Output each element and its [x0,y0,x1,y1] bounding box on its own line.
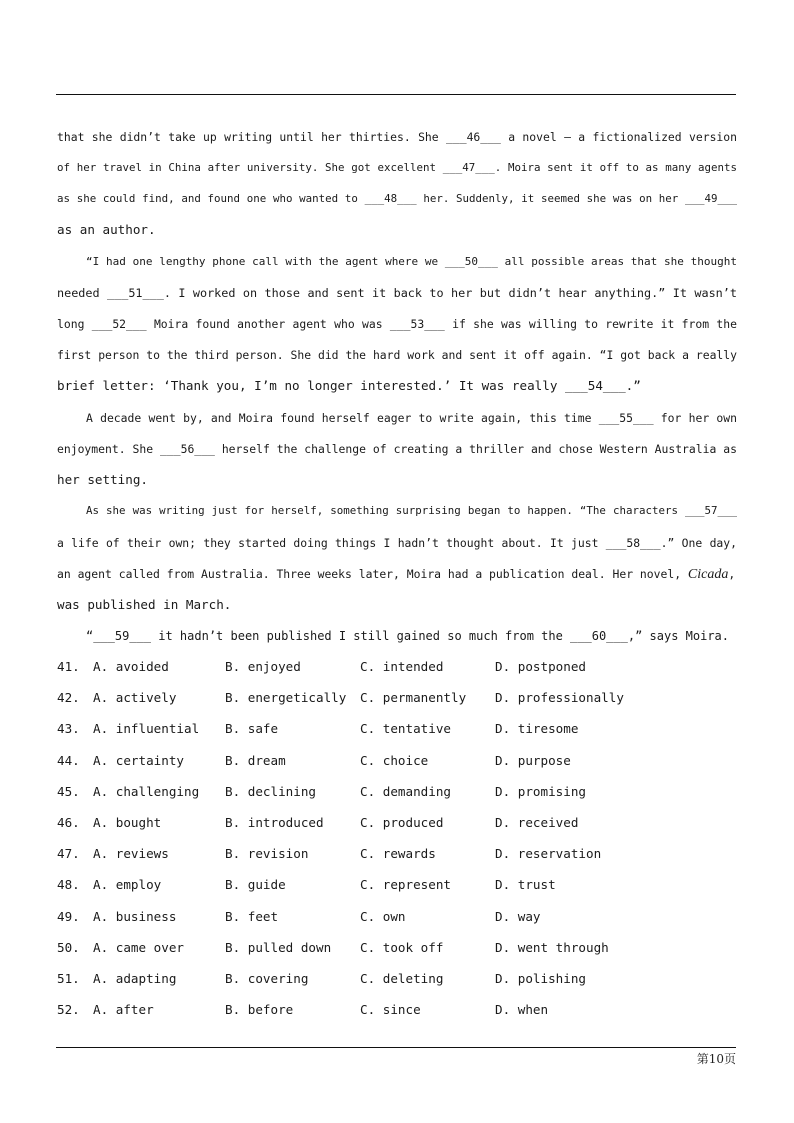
option-c: C. since [360,1002,421,1017]
option-a: A. certainty [93,753,184,768]
option-b: B. energetically [225,690,347,705]
option-b: B. revision [225,846,309,861]
option-a: A. avoided [93,659,169,674]
option-a: A. employ [93,877,162,892]
option-c: C. deleting [360,971,444,986]
option-c: C. rewards [360,846,436,861]
question-number: 51. [57,971,80,986]
option-b: B. enjoyed [225,659,301,674]
option-c: C. represent [360,877,451,892]
question-number: 41. [57,659,80,674]
option-b: B. covering [225,971,309,986]
question-number: 52. [57,1002,80,1017]
question-number: 42. [57,690,80,705]
question-number: 49. [57,909,80,924]
passage-line: that she didn’t take up writing until her thirties. She ___46___ a novel – a fictionalized version [57,130,737,144]
option-a: A. bought [93,815,162,830]
passage-line [57,564,737,585]
option-a: A. actively [93,690,177,705]
novel-title: Cicada [687,567,729,582]
option-b: B. declining [225,784,316,799]
option-c: C. choice [360,753,429,768]
option-d: D. polishing [495,971,586,986]
option-d: D. promising [495,784,586,799]
passage-line: her setting. [57,472,148,487]
option-d: D. received [495,815,579,830]
option-b: B. before [225,1002,294,1017]
passage-line: As she was writing just for herself, something surprising began to happen. “The characters ___57___ [86,504,737,517]
question-row [57,969,737,989]
question-row [57,844,737,864]
option-c: C. took off [360,940,444,955]
option-d: D. went through [495,940,609,955]
question-number: 45. [57,784,80,799]
passage-line-text: an agent called from Australia. Three weeks later, Moira had a publication deal. Her novel, [57,567,682,581]
option-c: C. produced [360,815,444,830]
header-rule [56,94,736,95]
passage-line: of her travel in China after university. She got excellent ___47___. Moira sent it off to as many agents [57,161,737,174]
option-d: D. reservation [495,846,602,861]
footer-rule [56,1047,736,1048]
question-row [57,751,737,771]
option-a: A. adapting [93,971,177,986]
option-c: C. intended [360,659,444,674]
question-row [57,813,737,833]
option-d: D. tiresome [495,721,579,736]
question-number: 43. [57,721,80,736]
option-a: A. after [93,1002,154,1017]
passage-line: long ___52___ Moira found another agent who was ___53___ if she was willing to rewrite it from the [57,317,737,331]
page-number: 第10页 [696,1052,736,1066]
option-b: B. pulled down [225,940,332,955]
passage-line: a life of their own; they started doing things I hadn’t thought about. It just ___58___.” One day, [57,536,737,550]
option-b: B. guide [225,877,286,892]
option-c: C. own [360,909,406,924]
question-row [57,657,737,677]
question-number: 50. [57,940,80,955]
option-a: A. came over [93,940,184,955]
option-c: C. tentative [360,721,451,736]
option-d: D. postponed [495,659,586,674]
question-row [57,938,737,958]
question-number: 44. [57,753,80,768]
option-b: B. safe [225,721,279,736]
option-a: A. reviews [93,846,169,861]
question-number: 46. [57,815,80,830]
question-row [57,688,737,708]
option-c: C. demanding [360,784,451,799]
option-a: A. business [93,909,177,924]
option-b: B. dream [225,753,286,768]
question-row [57,875,737,895]
option-d: D. purpose [495,753,571,768]
passage-line: as she could find, and found one who wanted to ___48___ her. Suddenly, it seemed she was on her ___49___ [57,192,737,205]
passage-line: “I had one lengthy phone call with the agent where we ___50___ all possible areas that she thought [86,255,737,268]
option-b: B. feet [225,909,279,924]
passage-line: “___59___ it hadn’t been published I still gained so much from the ___60___,” says Moira. [86,629,729,643]
option-c: C. permanently [360,690,467,705]
question-row [57,907,737,927]
question-number: 48. [57,877,80,892]
option-a: A. influential [93,721,200,736]
passage-line: enjoyment. She ___56___ herself the challenge of creating a thriller and chose Western Australia as [57,442,737,456]
question-row [57,782,737,802]
option-b: B. introduced [225,815,324,830]
passage-line: A decade went by, and Moira found herself eager to write again, this time ___55___ for her own [86,411,737,425]
passage-line: needed ___51___. I worked on those and sent it back to her but didn’t hear anything.” It wasn’t [57,286,737,300]
option-a: A. challenging [93,784,200,799]
question-row [57,1000,737,1020]
question-row [57,719,737,739]
option-d: D. when [495,1002,549,1017]
option-d: D. way [495,909,541,924]
question-number: 47. [57,846,80,861]
passage-line: was published in March. [57,597,232,612]
option-d: D. professionally [495,690,624,705]
passage-line: first person to the third person. She did the hard work and sent it off again. “I got back a really [57,348,737,362]
option-d: D. trust [495,877,556,892]
passage-line-punct: , [728,567,736,581]
passage-line: brief letter: ‘Thank you, I’m no longer interested.’ It was really ___54___.” [57,378,641,393]
passage-line: as an author. [57,222,156,237]
